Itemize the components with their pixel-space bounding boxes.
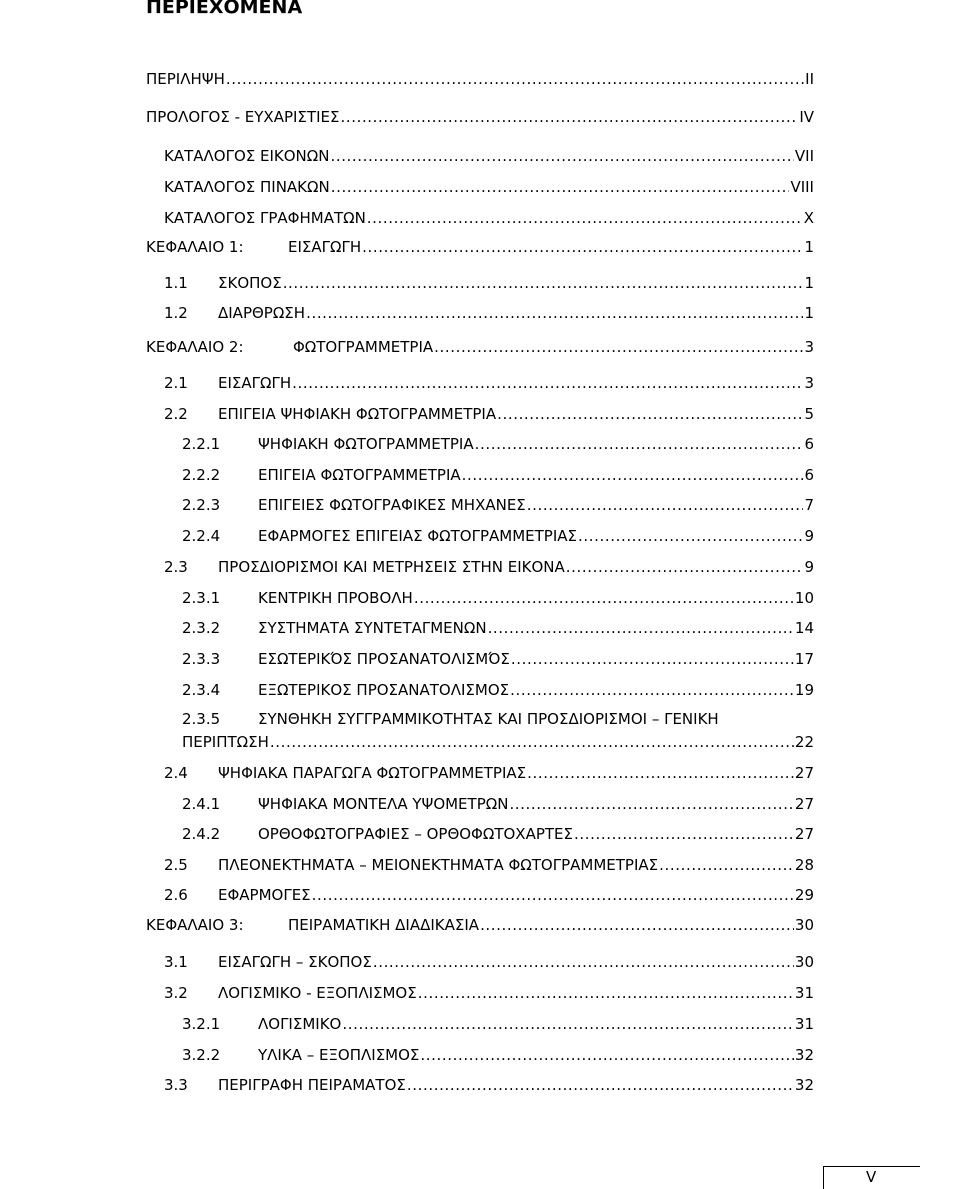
toc-entry[interactable] [146,68,814,88]
toc-entry[interactable] [164,762,814,782]
toc-entry[interactable] [146,236,814,256]
toc-entry[interactable] [182,617,814,637]
toc-entry-page: 1 [804,304,814,322]
toc-entry-label: ΛΟΓΙΣΜΙΚΟ - ΕΞΟΠΛΙΣΜΟΣ [218,984,417,1002]
toc-entry[interactable] [146,106,814,126]
toc-entry-label: ΨΗΦΙΑΚΗ ΦΩΤΟΓΡΑΜΜΕΤΡΙΑ [258,435,474,453]
toc-entry[interactable] [182,494,814,514]
toc-entry[interactable] [182,823,814,843]
toc-entry-label: ΣΥΝΘΗΚΗ ΣΥΓΓΡΑΜΜΙΚΟΤΗΤΑΣ ΚΑΙ ΠΡΟΣΔΙΟΡΙΣΜΟΙ – ΓΕΝΙΚΗ [258,710,719,728]
toc-entry-number: 2.4.2 [182,825,221,843]
toc-leader-dots [434,338,803,356]
toc-leader-dots [226,70,804,88]
toc-leader-dots [407,1076,794,1094]
toc-leader-dots [659,856,794,874]
toc-entry-page: 10 [794,589,814,607]
toc-entry-page: 28 [794,856,814,874]
toc-entry[interactable] [164,302,814,322]
toc-leader-dots [497,405,803,423]
toc-entry-number: 2.5 [164,856,188,874]
toc-entry-label: ΔΙΑΡΘΡΩΣΗ [218,304,306,322]
toc-entry-page: 30 [794,916,814,934]
toc-entry-page: 19 [794,681,814,699]
toc-leader-dots [362,238,803,256]
toc-entry-page: X [803,209,814,227]
toc-entry[interactable] [164,403,814,423]
toc-entry-number: ΚΕΦΑΛΑΙΟ 1: [146,238,244,256]
page-title: ΠΕΡΙΕΧΟΜΕΝΑ [146,0,303,18]
toc-entry-number: 3.1 [164,953,188,971]
toc-leader-dots [480,916,794,934]
toc-entry-label: ΕΠΙΓΕΙΑ ΦΩΤΟΓΡΑΜΜΕΤΡΙΑ [258,466,461,484]
toc-entry-label: ΚΑΤΑΛΟΓΟΣ ΕΙΚΟΝΩΝ [164,147,330,165]
toc-entry-number: 2.4 [164,764,188,782]
toc-entry[interactable] [182,793,814,813]
toc-leader-dots [270,733,794,751]
toc-entry-number: 2.3.5 [182,710,221,728]
toc-entry-label: ΠΡΟΛΟΓΟΣ - ΕΥΧΑΡΙΣΤΙΕΣ [146,108,340,126]
toc-entry-continuation[interactable] [182,731,814,751]
toc-entry[interactable] [164,207,814,227]
toc-leader-dots [488,619,794,637]
toc-leader-dots [509,795,793,813]
toc-entry-page: 6 [804,435,814,453]
toc-entry-label: ΠΛΕΟΝΕΚΤΗΜΑΤΑ – ΜΕΙΟΝΕΚΤΗΜΑΤΑ ΦΩΤΟΓΡΑΜΜΕΤΡΙΑΣ [218,856,659,874]
toc-entry-label: ΕΦΑΡΜΟΓΕΣ ΕΠΙΓΕΙΑΣ ΦΩΤΟΓΡΑΜΜΕΤΡΙΑΣ [258,527,577,545]
toc-leader-dots [574,825,794,843]
toc-entry-number: 2.2 [164,405,188,423]
footer-page-number: V [866,1168,877,1186]
toc-entry-number: 2.6 [164,886,188,904]
toc-entry-page: VIII [790,178,814,196]
toc-entry-label: ΟΡΘΟΦΩΤΟΓΡΑΦΙΕΣ – ΟΡΘΟΦΩΤΟΧΑΡΤΕΣ [258,825,573,843]
toc-entry[interactable] [164,176,814,196]
toc-leader-dots [414,589,794,607]
toc-leader-dots [340,108,798,126]
toc-entry-number: 2.3 [164,558,188,576]
toc-entry[interactable] [182,464,814,484]
toc-entry-page: 27 [794,825,814,843]
toc-entry[interactable] [182,710,719,730]
toc-entry[interactable] [164,145,814,165]
toc-entry-page: 27 [794,795,814,813]
toc-entry-page: 22 [794,733,814,751]
toc-entry[interactable] [164,854,814,874]
toc-entry-page: 1 [804,238,814,256]
toc-entry-label: ΕΙΣΑΓΩΓΗ [218,374,292,392]
toc-entry-number: 1.1 [164,274,188,292]
toc-entry-label: ΕΠΙΓΕΙΕΣ ΦΩΤΟΓΡΑΦΙΚΕΣ ΜΗΧΑΝΕΣ [258,496,526,514]
toc-entry-page: 6 [804,466,814,484]
toc-entry-page: 9 [804,527,814,545]
toc-entry-label: ΣΥΣΤΗΜΑΤΑ ΣΥΝΤΕΤΑΓΜΕΝΩΝ [258,619,487,637]
toc-entry-label: ΕΦΑΡΜΟΓΕΣ [218,886,311,904]
toc-leader-dots [306,304,803,322]
toc-entry-number: 2.2.4 [182,527,221,545]
toc-entry[interactable] [182,587,814,607]
toc-entry-page: 9 [804,558,814,576]
toc-entry-label: ΥΛΙΚΑ – ΕΞΟΠΛΙΣΜΟΣ [258,1046,420,1064]
toc-entry-label: ΨΗΦΙΑΚΑ ΜΟΝΤΕΛΑ ΥΨΟΜΕΤΡΩΝ [258,795,509,813]
toc-entry[interactable] [146,914,814,934]
toc-entry[interactable] [182,648,814,668]
toc-entry-number: 2.3.2 [182,619,221,637]
toc-entry-label: ΣΚΟΠΟΣ [218,274,282,292]
toc-entry[interactable] [182,1044,814,1064]
toc-entry-number: 2.2.2 [182,466,221,484]
toc-leader-dots [283,274,804,292]
toc-entry[interactable] [182,1013,814,1033]
toc-entry-page: 3 [804,374,814,392]
toc-entry-page: 31 [794,984,814,1002]
toc-leader-dots [330,147,793,165]
toc-entry[interactable] [164,372,814,392]
toc-entry-number: 2.2.3 [182,496,221,514]
toc-entry[interactable] [182,433,814,453]
toc-entry-number: 3.2.2 [182,1046,221,1064]
toc-entry-page: 31 [794,1015,814,1033]
toc-entry[interactable] [164,556,814,576]
toc-entry-label: ΕΠΙΓΕΙΑ ΨΗΦΙΑΚΗ ΦΩΤΟΓΡΑΜΜΕΤΡΙΑ [218,405,497,423]
toc-entry-label: ΦΩΤΟΓΡΑΜΜΕΤΡΙΑ [293,338,434,356]
toc-leader-dots [578,527,803,545]
toc-entry[interactable] [182,679,814,699]
toc-entry-label: ΠΡΟΣΔΙΟΡΙΣΜΟΙ ΚΑΙ ΜΕΤΡΗΣΕΙΣ ΣΤΗΝ ΕΙΚΟΝΑ [218,558,565,576]
toc-leader-dots [312,886,794,904]
toc-leader-dots [420,1046,793,1064]
toc-entry-page: 3 [804,338,814,356]
toc-entry[interactable] [146,336,814,356]
toc-entry[interactable] [164,272,814,292]
toc-leader-dots [367,209,803,227]
toc-leader-dots [462,466,804,484]
toc-entry-page: 30 [794,953,814,971]
toc-entry-label-continuation: ΠΕΡΙΠΤΩΣΗ [182,733,269,751]
toc-entry-page: II [805,70,814,88]
toc-entry-label: ΨΗΦΙΑΚΑ ΠΑΡΑΓΩΓΑ ΦΩΤΟΓΡΑΜΜΕΤΡΙΑΣ [218,764,527,782]
toc-entry-number: 2.1 [164,374,188,392]
toc-entry-label: ΠΕΡΙΛΗΨΗ [146,70,225,88]
toc-leader-dots [527,764,794,782]
toc-entry-label: ΚΑΤΑΛΟΓΟΣ ΓΡΑΦΗΜΑΤΩΝ [164,209,366,227]
toc-leader-dots [292,374,803,392]
toc-entry-page: 27 [794,764,814,782]
toc-entry-label: ΛΟΓΙΣΜΙΚΟ [258,1015,342,1033]
toc-entry-page: IV [799,108,814,126]
toc-entry-page: 7 [804,496,814,514]
toc-entry-label: ΚΕΝΤΡΙΚΗ ΠΡΟΒΟΛΗ [258,589,413,607]
toc-leader-dots [418,984,794,1002]
toc-leader-dots [342,1015,794,1033]
toc-entry-number: ΚΕΦΑΛΑΙΟ 2: [146,338,244,356]
toc-leader-dots [373,953,794,971]
toc-entry[interactable] [164,884,814,904]
toc-entry-number: 1.2 [164,304,188,322]
toc-entry-page: 17 [794,650,814,668]
toc-leader-dots [331,178,790,196]
toc-entry-number: 2.2.1 [182,435,221,453]
toc-entry-label: ΕΙΣΑΓΩΓΗ – ΣΚΟΠΟΣ [218,953,372,971]
toc-entry[interactable] [164,982,814,1002]
toc-entry-number: 2.4.1 [182,795,221,813]
toc-entry-number: 2.3.1 [182,589,221,607]
toc-entry-number: 2.3.3 [182,650,221,668]
toc-entry-number: 2.3.4 [182,681,221,699]
toc-entry-page: VII [794,147,814,165]
toc-entry-number: ΚΕΦΑΛΑΙΟ 3: [146,916,244,934]
toc-leader-dots [511,650,794,668]
toc-leader-dots [527,496,804,514]
toc-entry-page: 1 [804,274,814,292]
toc-entry-page: 14 [794,619,814,637]
toc-entry-page: 5 [804,405,814,423]
toc-entry-label: ΕΣΩΤΕΡΙΚΌΣ ΠΡΟΣΑΝΑΤΟΛΙΣΜΌΣ [258,650,510,668]
toc-leader-dots [566,558,804,576]
toc-entry[interactable] [164,1074,814,1094]
toc-leader-dots [510,681,794,699]
toc-entry-page: 32 [794,1046,814,1064]
toc-entry-number: 3.2 [164,984,188,1002]
toc-entry-label: ΕΙΣΑΓΩΓΗ [288,238,362,256]
toc-entry-page: 29 [794,886,814,904]
toc-entry-number: 3.3 [164,1076,188,1094]
toc-entry-number: 3.2.1 [182,1015,221,1033]
toc-entry-label: ΠΕΡΙΓΡΑΦΗ ΠΕΙΡΑΜΑΤΟΣ [218,1076,406,1094]
toc-entry-label: ΕΞΩΤΕΡΙΚΟΣ ΠΡΟΣΑΝΑΤΟΛΙΣΜΟΣ [258,681,510,699]
toc-entry[interactable] [182,525,814,545]
toc-entry[interactable] [164,951,814,971]
toc-entry-page: 32 [794,1076,814,1094]
toc-leader-dots [475,435,804,453]
toc-entry-label: ΠΕΙΡΑΜΑΤΙΚΗ ΔΙΑΔΙΚΑΣΙΑ [288,916,480,934]
toc-entry-label: ΚΑΤΑΛΟΓΟΣ ΠΙΝΑΚΩΝ [164,178,330,196]
